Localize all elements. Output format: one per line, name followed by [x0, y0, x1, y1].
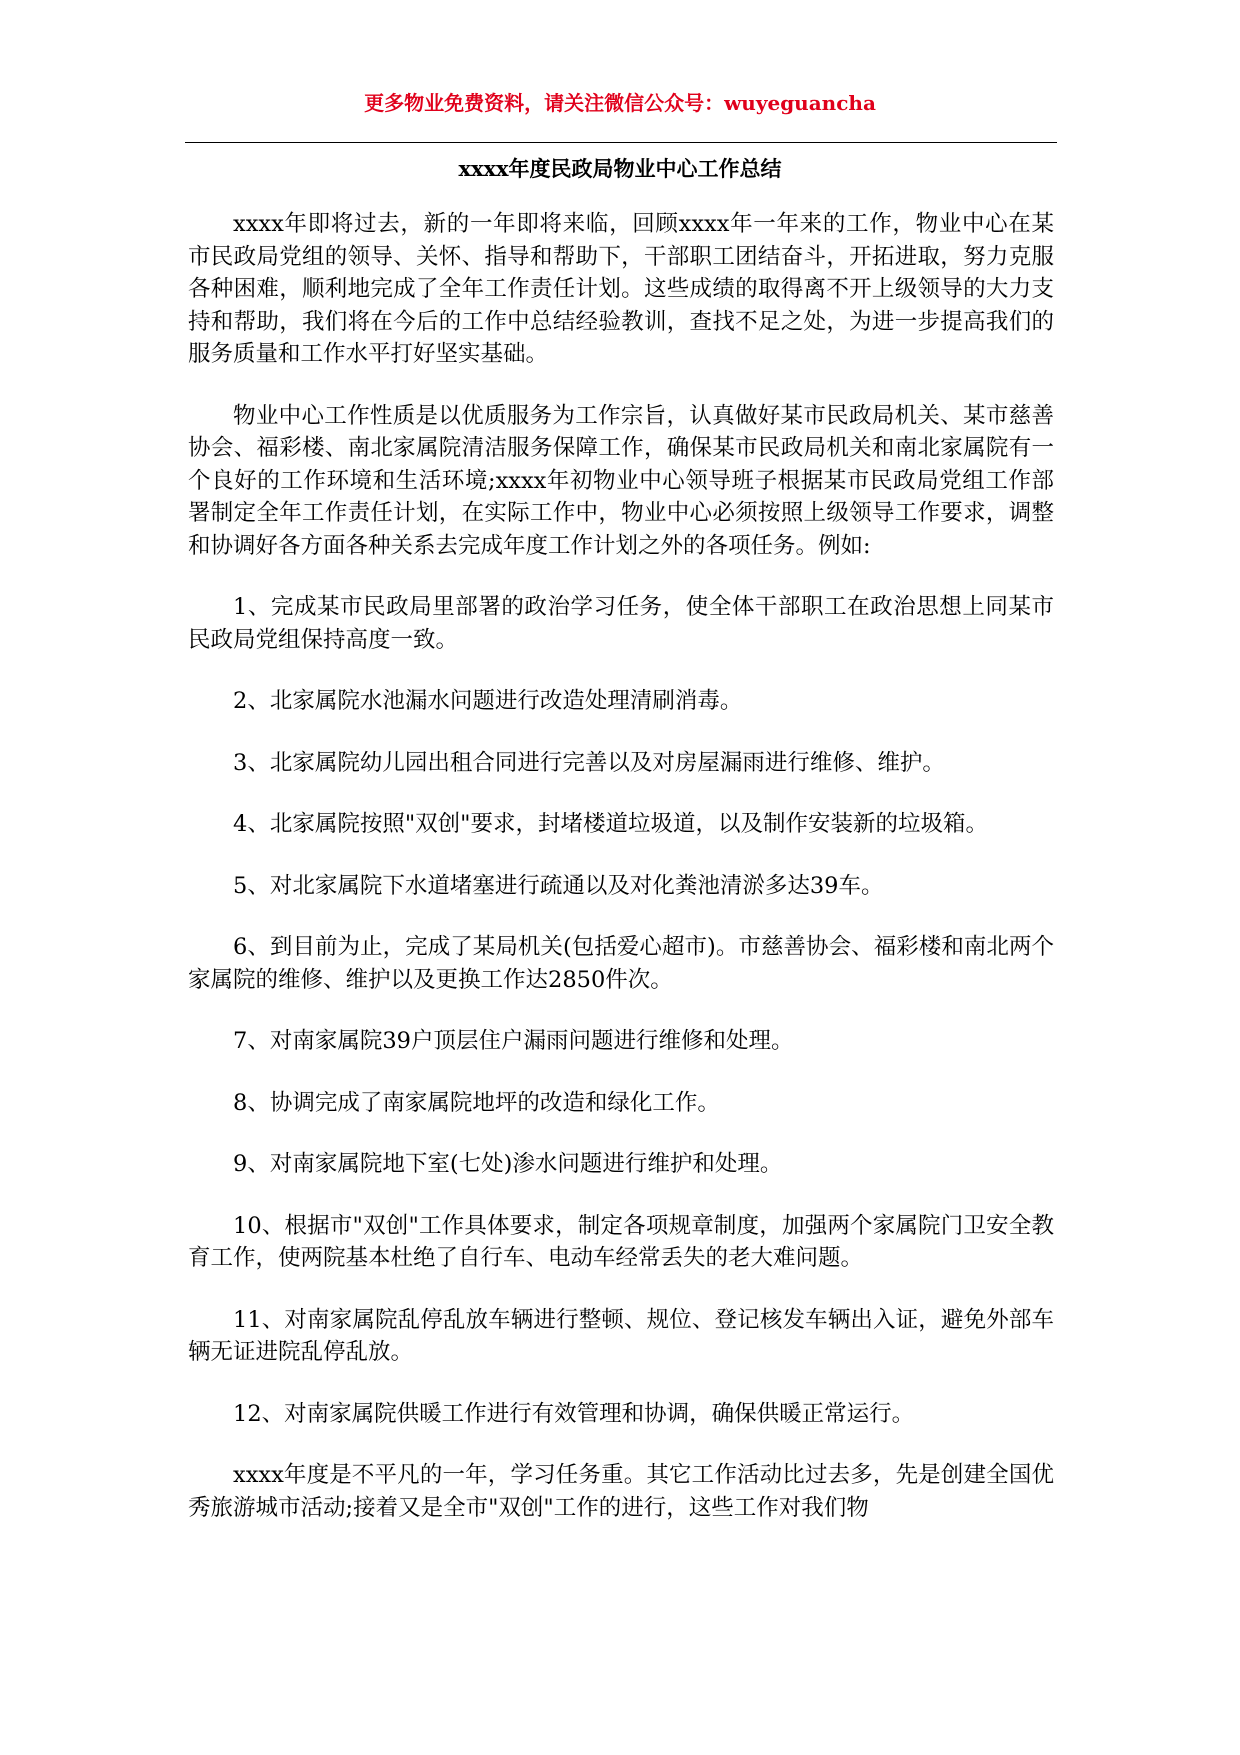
header-divider: [185, 142, 1057, 143]
document-body: [188, 208, 1054, 1524]
list-item-10: 10、根据市"双创"工作具体要求，制定各项规章制度，加强两个家属院门卫安全教育工作，使两院基本杜绝了自行车、电动车经常丢失的老大难问题。: [188, 1212, 1054, 1271]
list-item-4: 4、北家属院按照"双创"要求，封堵楼道垃圾道，以及制作安装新的垃圾箱。: [233, 811, 989, 837]
document-title: xxxx年度民政局物业中心工作总结: [458, 156, 782, 181]
body-paragraph-closing: xxxx年度是不平凡的一年，学习任务重。其它工作活动比过去多，先是创建全国优秀旅游城市活动;接着又是全市"双创"工作的进行，这些工作对我们物: [188, 1462, 1054, 1521]
list-item-5: 5、对北家属院下水道堵塞进行疏通以及对化粪池清淤多达39车。: [233, 872, 884, 899]
body-paragraph-nature: 物业中心工作性质是以优质服务为工作宗旨，认真做好某市民政局机关、某市慈善协会、福彩楼、南北家属院清洁服务保障工作，确保某市民政局机关和南北家属院有一个良好的工作环境和生活环境;xxxx年初物业中心领导班子根据某市民政局党组工作部署制定全年工作责任计划，在实际工作中，物业中心必须按照上级领导工作要求，调整和协调好各方面各种关系去完成年度工作计划之外的各项任务。例如:: [188, 402, 1054, 559]
list-item-3: 3、北家属院幼儿园出租合同进行完善以及对房屋漏雨进行维修、维护。: [233, 749, 945, 776]
list-item-2: 2、北家属院水池漏水问题进行改造处理清刷消毒。: [233, 688, 743, 714]
list-item-7: 7、对南家属院39户顶层住户漏雨问题进行维修和处理。: [233, 1028, 794, 1054]
list-item-12: 12、对南家属院供暖工作进行有效管理和协调，确保供暖正常运行。: [233, 1400, 915, 1427]
list-item-6: 6、到目前为止，完成了某局机关(包括爱心超市)。市慈善协会、福彩楼和南北两个家属院的维修、维护以及更换工作达2850件次。: [188, 934, 1054, 993]
list-item-1: 1、完成某市民政局里部署的政治学习任务，使全体干部职工在政治思想上同某市民政局党组保持高度一致。: [188, 594, 1054, 653]
list-item-8: 8、协调完成了南家属院地坪的改造和绿化工作。: [233, 1089, 720, 1116]
list-item-9: 9、对南家属院地下室(七处)渗水问题进行维护和处理。: [233, 1151, 783, 1177]
body-paragraph-intro: xxxx年即将过去，新的一年即将来临，回顾xxxx年一年来的工作，物业中心在某市民政局党组的领导、关怀、指导和帮助下，干部职工团结奋斗，开拓进取，努力克服各种困难，顺利地完成了全年工作责任计划。这些成绩的取得离不开上级领导的大力支持和帮助，我们将在今后的工作中总结经验教训，查找不足之处，为进一步提高我们的服务质量和工作水平打好坚实基础。: [188, 211, 1054, 367]
header-banner: 更多物业免费资料，请关注微信公众号：wuyeguancha: [364, 91, 876, 115]
list-item-11: 11、对南家属院乱停乱放车辆进行整顿、规位、登记核发车辆出入证，避免外部车辆无证进院乱停乱放。: [188, 1306, 1054, 1365]
